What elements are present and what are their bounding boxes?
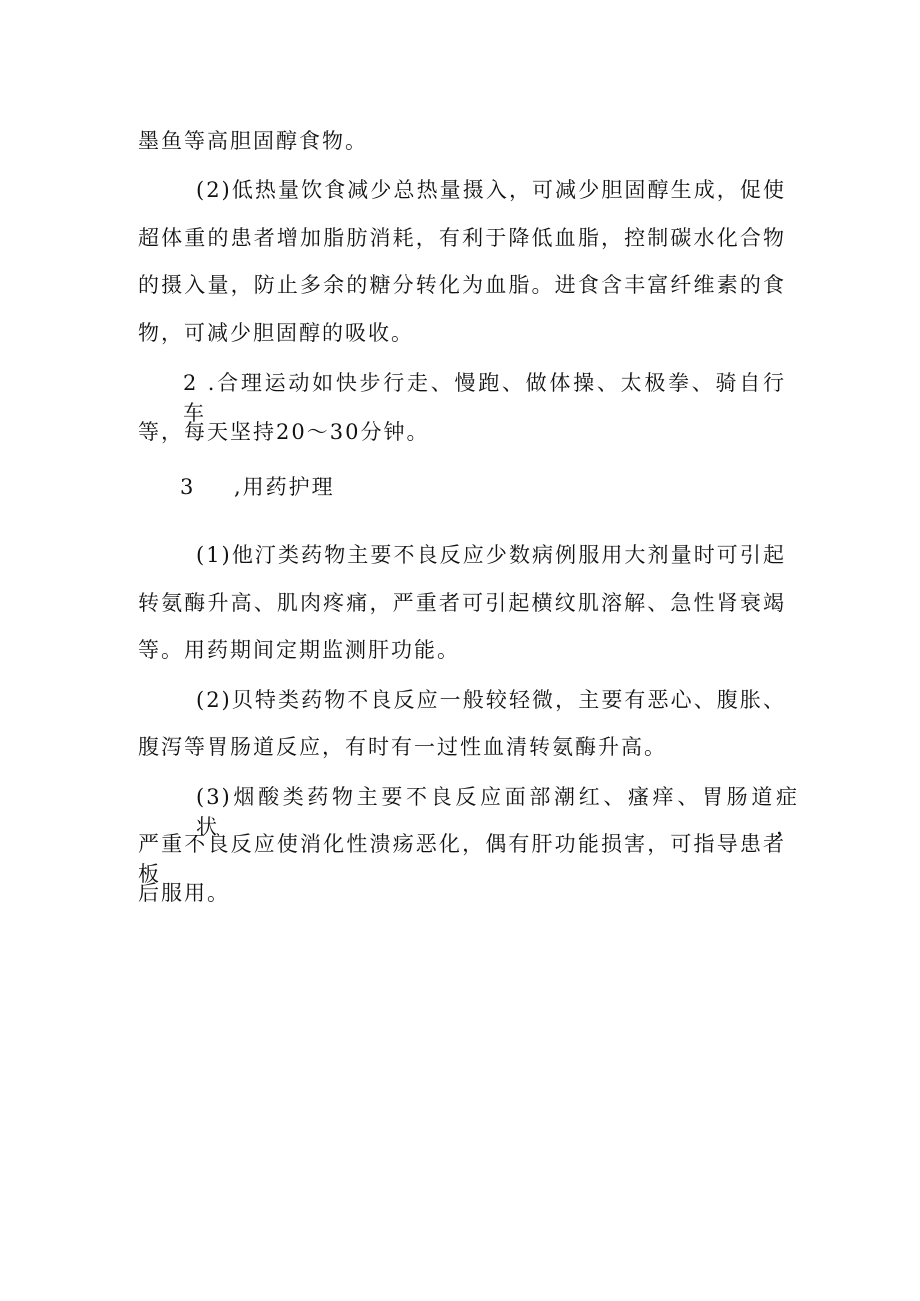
section-exercise: 2 .合理运动如快步行走、慢跑、做体操、太极拳、骑自行车 <box>183 371 786 425</box>
text-line: 腹泻等胃肠道反应，有时有一过性血清转氨酶升高。 <box>138 735 667 759</box>
text-line: 的摄入量，防止多余的糖分转化为血脂。进食含丰富纤维素的食 <box>138 273 786 297</box>
text-line: 严重不良反应使消化性溃疡恶化，偶有肝功能损害，可指导患者板 <box>138 832 786 886</box>
section-heading-medication <box>180 472 335 502</box>
text-line: 等。用药期间定期监测肝功能。 <box>138 638 460 662</box>
text-line: 超体重的患者增加脂肪消耗，有利于降低血脂，控制碳水化合物 <box>138 226 786 250</box>
paragraph-start-statins: (1)他汀类药物主要不良反应少数病例服用大剂量时可引起 <box>196 543 786 567</box>
text-line: 物，可减少胆固醇的吸收。 <box>138 321 414 345</box>
paragraph-start-niacin: (3)烟酸类药物主要不良反应面部潮红、瘙痒、胃肠道症状， <box>196 785 799 839</box>
text-line: 墨鱼等高胆固醇食物。 <box>138 129 368 153</box>
paragraph-start-fibrates: (2)贝特类药物不良反应一般较轻微，主要有恶心、腹胀、 <box>196 688 786 712</box>
section-title: ,用药护理 <box>234 475 335 499</box>
text-line: 转氨酶升高、肌肉疼痛，严重者可引起横纹肌溶解、急性肾衰竭 <box>138 591 786 615</box>
paragraph-start-diet: (2)低热量饮食减少总热量摄入，可减少胆固醇生成，促使 <box>196 178 786 202</box>
text-line: 后服用。 <box>138 881 230 905</box>
section-number: 3 <box>180 475 196 499</box>
text-line: 等，每天坚持20～30分钟。 <box>138 420 430 444</box>
